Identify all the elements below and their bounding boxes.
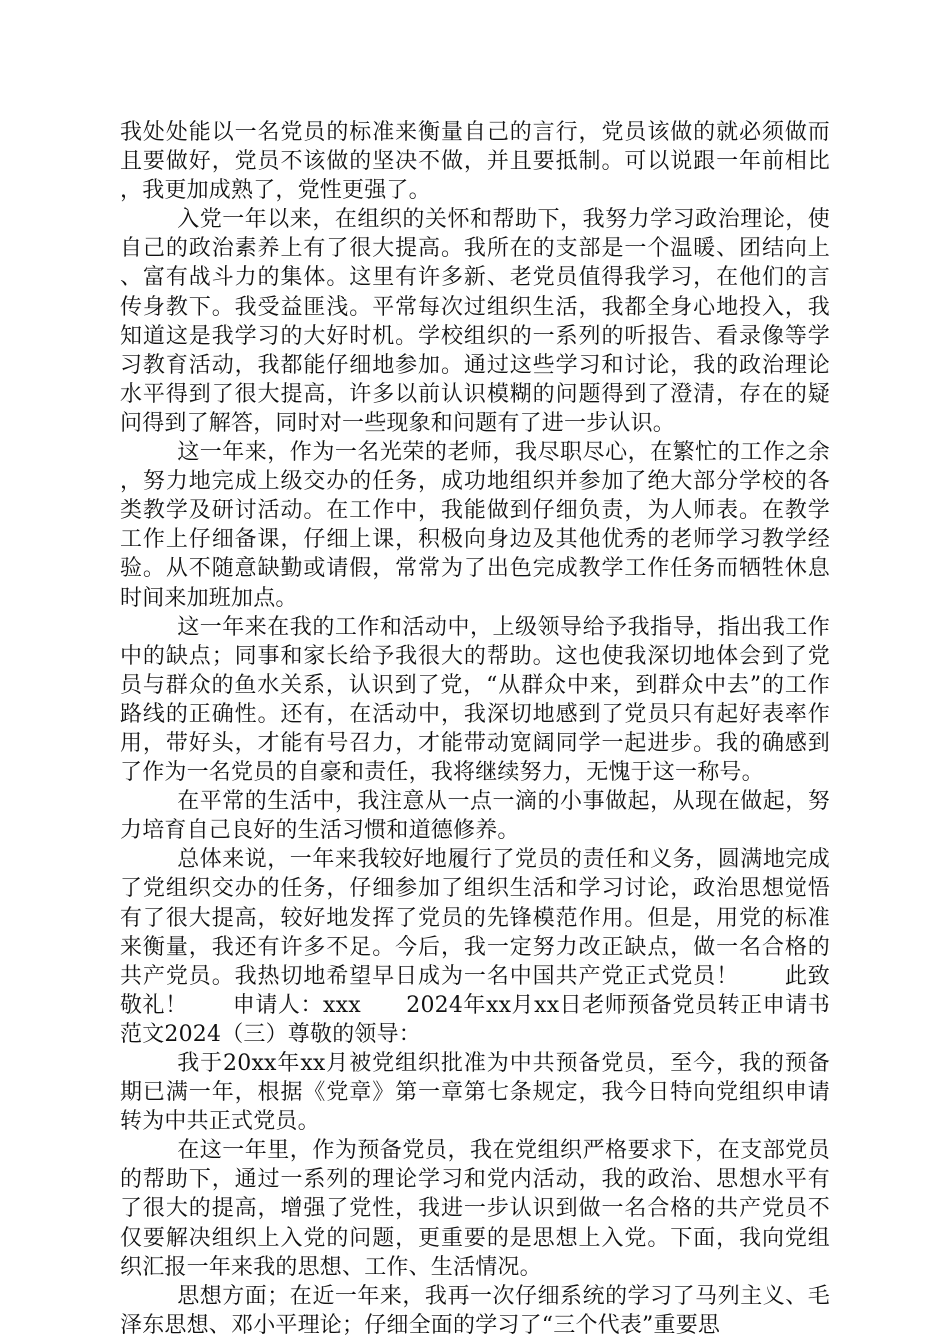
paragraph-1: 我处处能以一名党员的标准来衡量自己的言行，党员该做的就必须做而且要做好，党员不该做的坚决不做，并且要抵制。可以说跟一年前相比，我更加成熟了，党性更强了。 xyxy=(120,120,830,204)
paragraph-8: 在这一年里，作为预备党员，我在党组织严格要求下，在支部党员的帮助下，通过一系列的理论学习和党内活动，我的政治、思想水平有了很大的提高，增强了党性，我进一步认识到做一名合格的共产党员不仅要解决组织上入党的问题，更重要的是思想上入党。下面，我向党组织汇报一年来我的思想、工作、生活情况。 xyxy=(120,1138,830,1280)
paragraph-4: 这一年来在我的工作和活动中，上级领导给予我指导，指出我工作中的缺点；同事和家长给予我很大的帮助。这也使我深切地体会到了党员与群众的鱼水关系，认识到了党，“从群众中来，到群众中去”的工作路线的正确性。还有，在活动中，我深切地感到了党员只有起好表率作用，带好头，才能有号召力，才能带动宽阔同学一起进步。我的确感到了作为一名党员的自豪和责任，我将继续努力，无愧于这一称号。 xyxy=(120,614,830,786)
paragraph-6: 总体来说，一年来我较好地履行了党员的责任和义务，圆满地完成了党组织交办的任务，仔细参加了组织生活和学习讨论，政治思想觉悟有了很大提高，较好地发挥了党员的先锋模范作用。但是，用党的标准来衡量，我还有许多不足。今后，我一定努力改正缺点，做一名合格的共产党员。我热切地希望早日成为一名中国共产党正式党员！ 此致敬礼！ 申请人：xxx 2024年xx月xx日老师预备党员转正申请书范文2024（三）尊敬的领导： xyxy=(120,847,830,1047)
paragraph-2: 入党一年以来，在组织的关怀和帮助下，我努力学习政治理论，使自己的政治素养上有了很大提高。我所在的支部是一个温暖、团结向上、富有战斗力的集体。这里有许多新、老党员值得我学习，在他们的言传身教下。我受益匪浅。平常每次过组织生活，我都全身心地投入，我知道这是我学习的大好时机。学校组织的一系列的听报告、看录像等学习教育活动，我都能仔细地参加。通过这些学习和讨论，我的政治理论水平得到了很大提高，许多以前认识模糊的问题得到了澄清，存在的疑问得到了解答，同时对一些现象和问题有了进一步认识。 xyxy=(120,207,830,436)
paragraph-7: 我于20xx年xx月被党组织批准为中共预备党员，至今，我的预备期已满一年，根据《党章》第一章第七条规定，我今日特向党组织申请转为中共正式党员。 xyxy=(120,1051,830,1135)
paragraph-5: 在平常的生活中，我注意从一点一滴的小事做起，从现在做起，努力培育自己良好的生活习惯和道德修养。 xyxy=(120,789,830,844)
paragraph-3: 这一年来，作为一名光荣的老师，我尽职尽心，在繁忙的工作之余，努力地完成上级交办的任务，成功地组织并参加了绝大部分学校的各类教学及研讨活动。在工作中，我能做到仔细负责，为人师表。在教学工作上仔细备课，仔细上课，积极向身边及其他优秀的老师学习教学经验。从不随意缺勤或请假，常常为了出色完成教学工作任务而牺牲休息时间来加班加点。 xyxy=(120,440,830,611)
paragraph-9: 思想方面；在近一年来，我再一次仔细系统的学习了马列主义、毛泽东思想、邓小平理论；仔细全面的学习了“三个代表”重要思 xyxy=(120,1283,830,1338)
document-page xyxy=(120,118,830,1340)
